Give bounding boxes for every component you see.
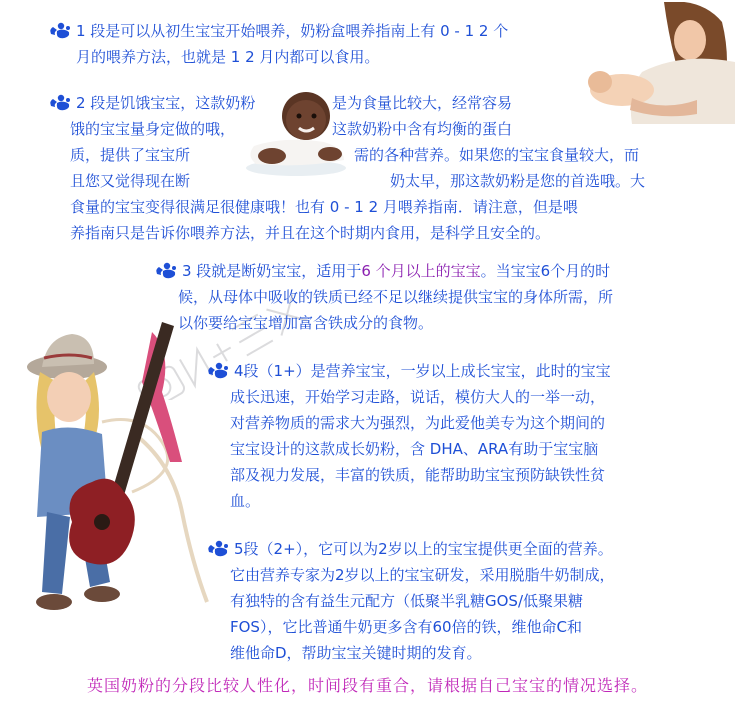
stage4-section xyxy=(206,358,611,514)
stage3-line-3: 以你要给宝宝增加富含铁成分的食物。 xyxy=(178,314,434,332)
stage5-line-4: FOS），它比普通牛奶更多含有60倍的铁，维他命C和 xyxy=(230,618,583,636)
stage2-line-2: 饿的宝宝量身定做的哦， 这款奶粉中含有均衡的蛋白 xyxy=(70,120,513,138)
girl-with-guitar-photo xyxy=(12,312,220,624)
stage5-line-3: 有独特的含有益生元配方（低聚半乳糖GOS/低聚果糖 xyxy=(230,592,584,610)
stage5-line-2: 它由营养专家为2岁以上的宝宝研发，采用脱脂牛奶制成， xyxy=(230,566,615,584)
stage3-section xyxy=(154,258,613,336)
stage2-line-6: 养指南只是告诉你喂养方法，并且在这个时期内食用，是科学且安全的。 xyxy=(70,224,551,242)
stage2-line-3: 质，提供了宝宝所 需的各种营养。如果您的宝宝食量较大，而 xyxy=(70,146,640,164)
mother-baby-bullet-icon xyxy=(206,538,232,558)
stage4-line-4: 宝宝设计的这款成长奶粉，含 DHA、ARA有助于宝宝脑 xyxy=(230,440,599,458)
stage3-line-1: 3 段就是断奶宝宝，适用于6 个月以上的宝宝。当宝宝6个月的时 xyxy=(154,258,613,284)
stage4-line-2: 成长迅速，开始学习走路，说话，模仿大人的一举一动， xyxy=(230,388,606,406)
stage2-line-1: 2 段是饥饿宝宝，这款奶粉 是为食量比较大，经常容易 xyxy=(48,90,698,116)
stage5-line-5: 维他命D，帮助宝宝关键时期的发育。 xyxy=(230,644,482,662)
stage4-line-5: 部及视力发展，丰富的铁质，能帮助助宝宝预防缺铁性贫 xyxy=(230,466,606,484)
footer-note: 英国奶粉的分段比较人性化，时间段有重合，请根据自己宝宝的情况选择。 xyxy=(86,676,648,695)
mother-baby-bullet-icon xyxy=(48,92,74,112)
stage2-section xyxy=(48,90,698,246)
mother-baby-bullet-icon xyxy=(154,260,180,280)
stage4-line-3: 对营养物质的需求大为强烈，为此爱他美专为这个期间的 xyxy=(230,414,606,432)
stage3-line-2: 候，从母体中吸收的铁质已经不足以继续提供宝宝的身体所需，所 xyxy=(178,288,614,306)
mother-baby-bullet-icon xyxy=(206,360,232,380)
stage2-line-5: 食量的宝宝变得很满足很健康哦！也有 0 - 1 2 月喂养指南．请注意，但是喂 xyxy=(70,198,578,216)
stage4-line-1: 4段（1+）是营养宝宝，一岁以上成长宝宝，此时的宝宝 xyxy=(206,358,611,384)
stage4-line-6: 血。 xyxy=(230,492,261,510)
stage5-section xyxy=(206,536,615,666)
mother-baby-bullet-icon xyxy=(48,20,74,40)
stage2-line-4: 且您又觉得现在断 奶太早，那这款奶粉是您的首选哦。大 xyxy=(70,172,646,190)
stage5-line-1: 5段（2+），它可以为2岁以上的宝宝提供更全面的营养。 xyxy=(206,536,615,562)
stage3-highlight: 6 个月以上的宝宝 xyxy=(361,262,481,280)
stage1-line-1: 1 段是可以从初生宝宝开始喂养，奶粉盒喂养指南上有 0 - 1 2 个 xyxy=(48,18,508,44)
stage1-line-2: 月的喂养方法，也就是 1 2 月内都可以食用。 xyxy=(76,48,380,66)
stage1-section xyxy=(48,18,508,70)
